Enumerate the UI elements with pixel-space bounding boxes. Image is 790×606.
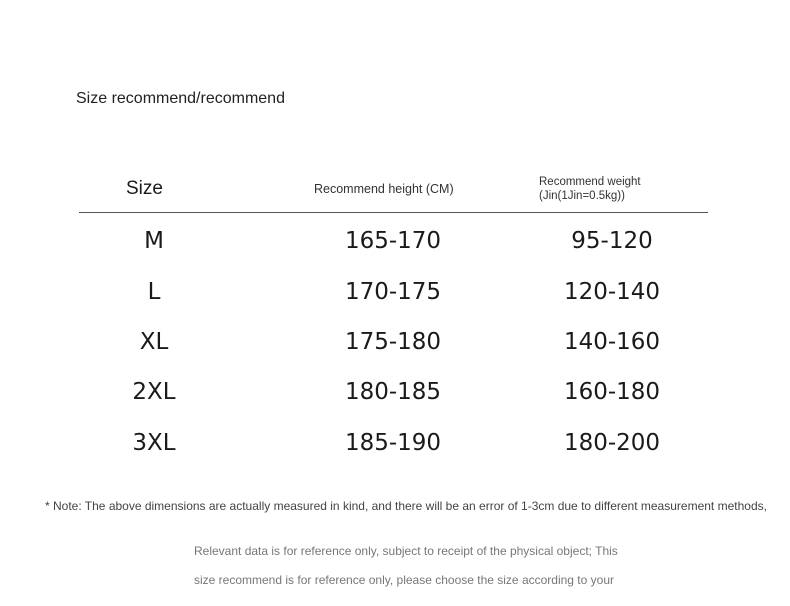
- header-weight-line2: (Jin(1Jin=0.5kg)): [539, 190, 625, 202]
- cell-height: 185-190: [344, 430, 442, 456]
- cell-height: 180-185: [344, 379, 442, 405]
- cell-size: L: [147, 279, 161, 305]
- cell-weight: 180-200: [563, 430, 661, 456]
- header-divider: [79, 212, 708, 213]
- measurement-note: * Note: The above dimensions are actually measured in kind, and there will be an error of 1-3cm due to different measurement methods,: [45, 499, 767, 513]
- cell-weight: 140-160: [563, 329, 661, 355]
- header-size: Size: [126, 178, 163, 199]
- header-weight-line1: Recommend weight: [539, 176, 641, 188]
- cell-height: 170-175: [344, 279, 442, 305]
- cell-size: 2XL: [132, 379, 176, 405]
- reference-line-2: size recommend is for reference only, please choose the size according to your: [194, 573, 614, 587]
- cell-size: 3XL: [132, 430, 176, 456]
- cell-height: 165-170: [344, 228, 442, 254]
- cell-size: M: [144, 228, 164, 254]
- header-weight: [539, 175, 641, 203]
- cell-size: XL: [139, 329, 169, 355]
- cell-weight: 95-120: [571, 228, 653, 254]
- cell-weight: 120-140: [563, 279, 661, 305]
- cell-weight: 160-180: [563, 379, 661, 405]
- header-height: Recommend height (CM): [314, 182, 454, 196]
- cell-height: 175-180: [344, 329, 442, 355]
- reference-line-1: Relevant data is for reference only, subject to receipt of the physical object; This: [194, 544, 618, 558]
- page-title: Size recommend/recommend: [76, 90, 285, 107]
